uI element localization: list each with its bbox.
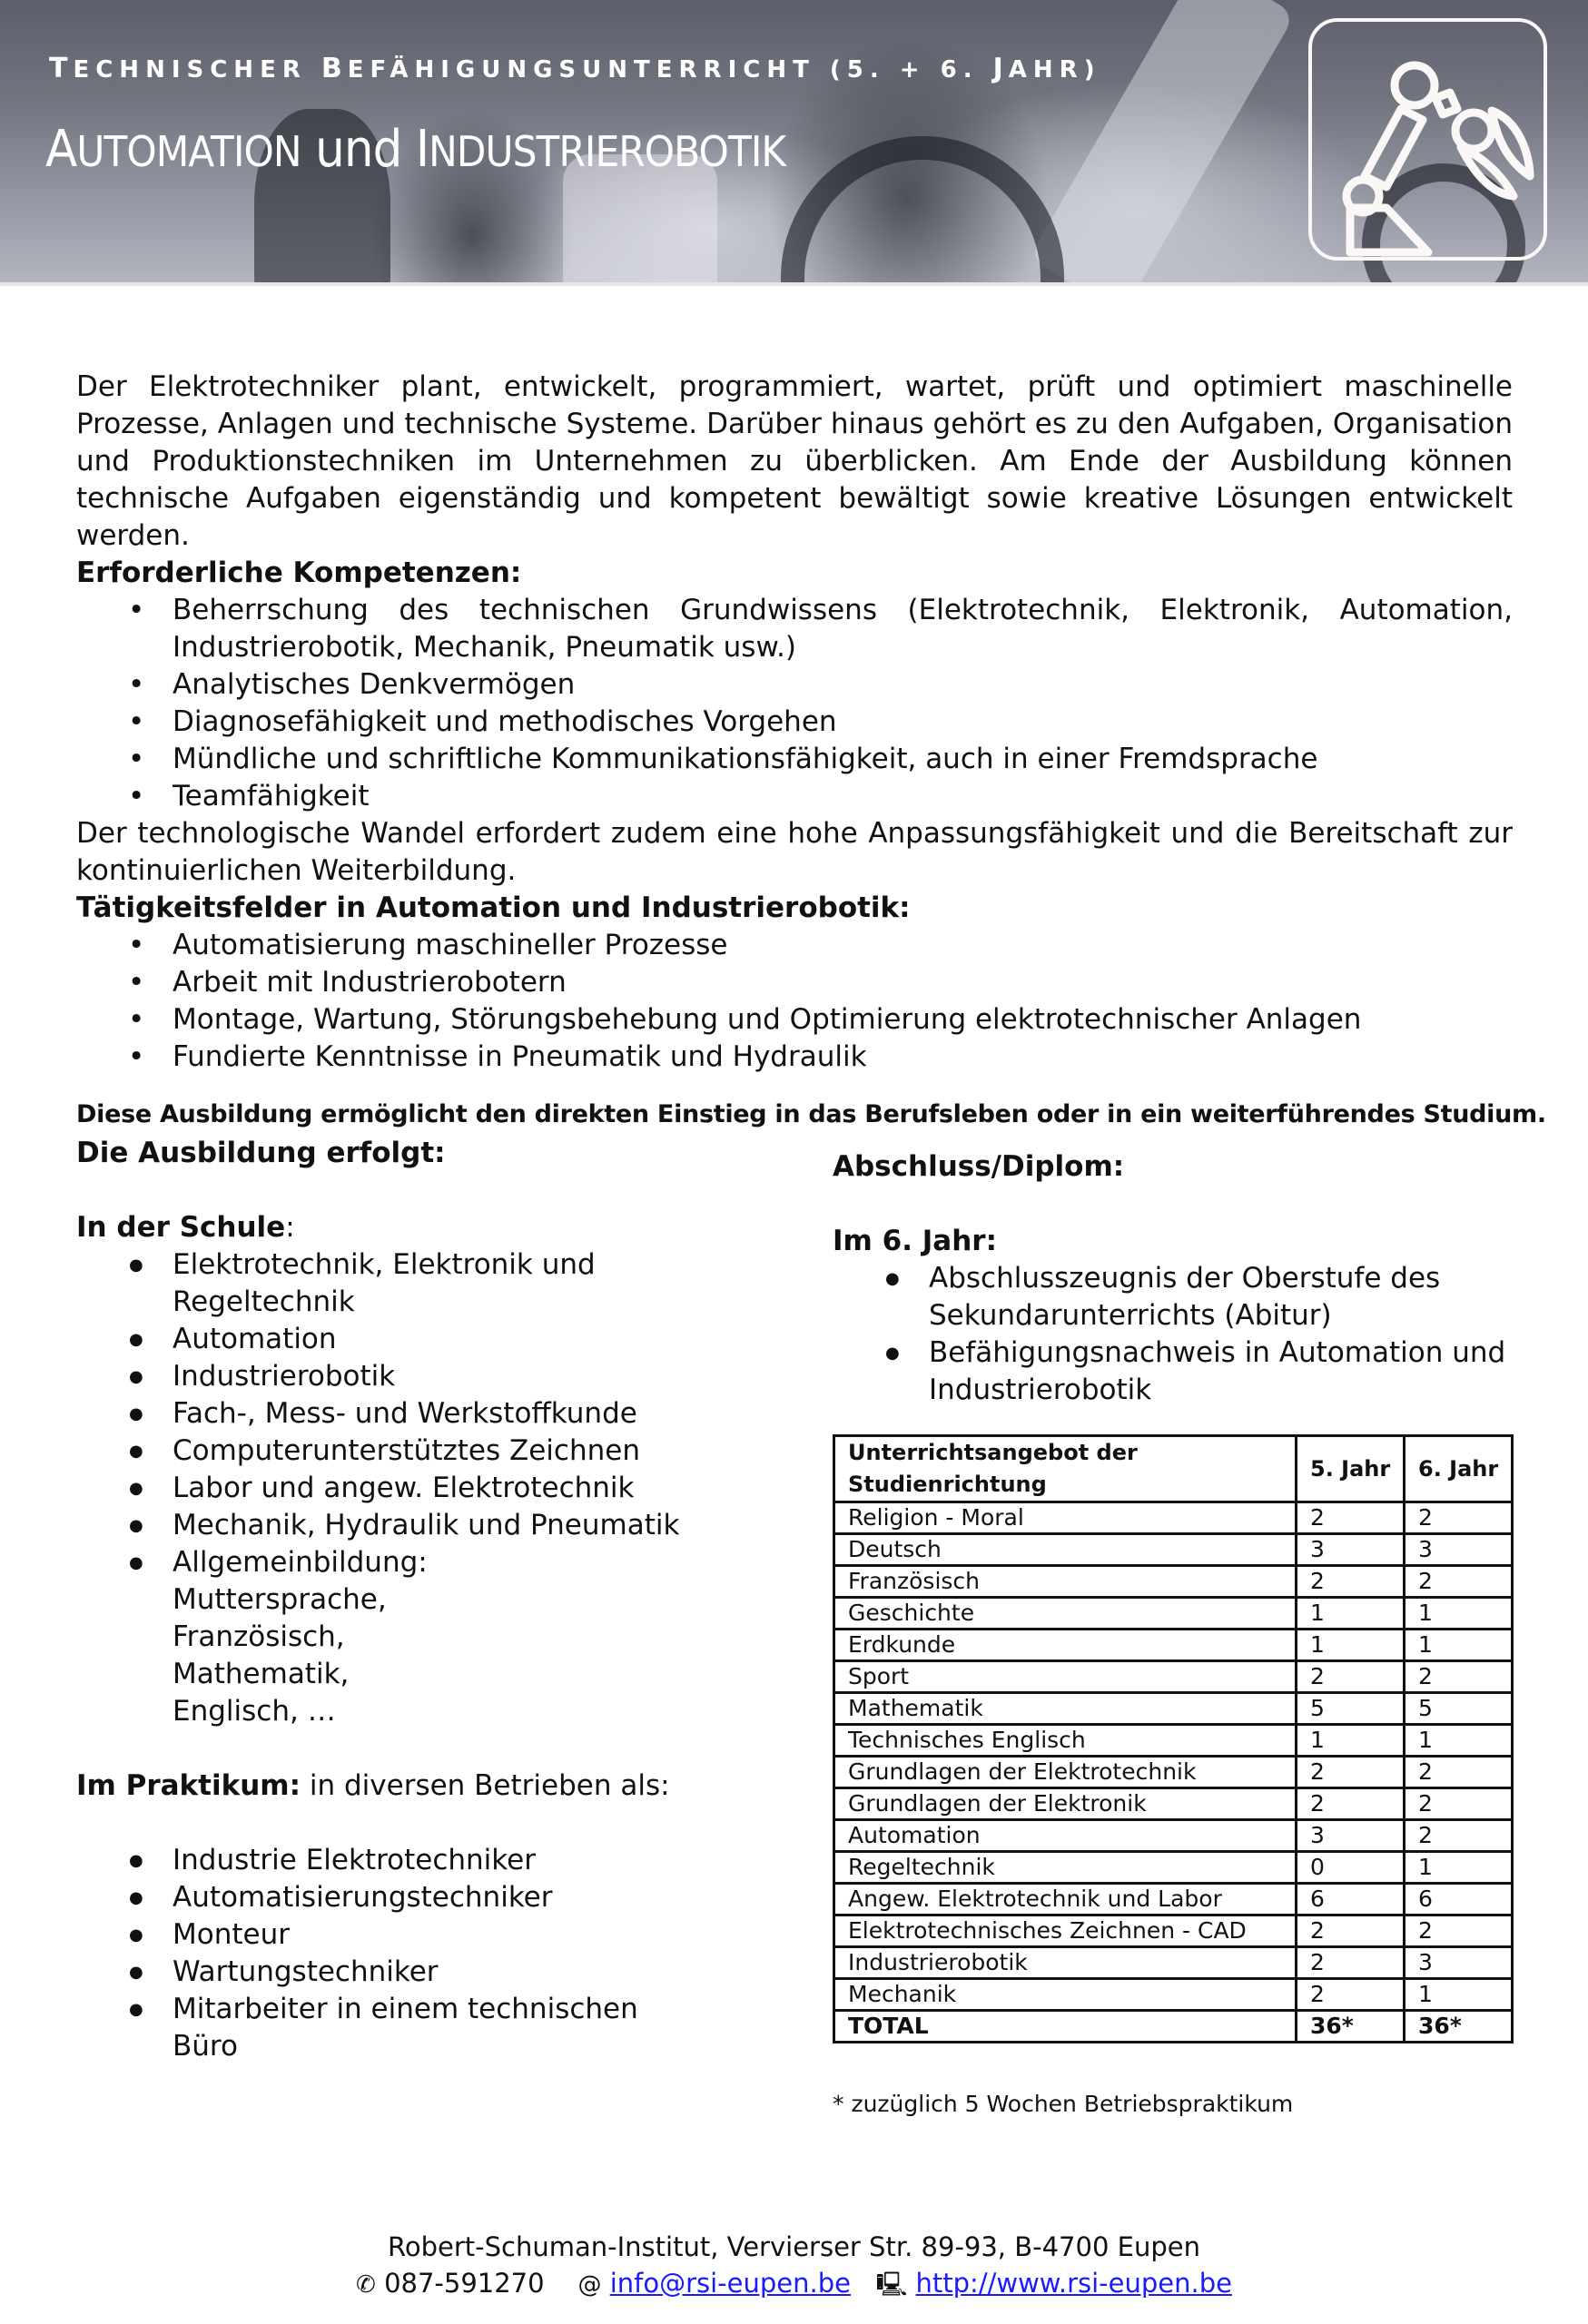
year5-cell: 2 bbox=[1297, 1661, 1405, 1693]
list-item: • Diagnosefähigkeit und methodisches Vorgehen bbox=[76, 704, 1513, 741]
table-row bbox=[834, 1915, 1513, 1947]
list-item: ● Wartungstechniker bbox=[76, 1954, 712, 1991]
column-header-year5: 5. Jahr bbox=[1297, 1436, 1405, 1502]
year6-cell: 2 bbox=[1405, 1661, 1513, 1693]
robot-arm-icon bbox=[1312, 22, 1551, 264]
list-item: ● Allgemeinbildung: bbox=[76, 1544, 712, 1581]
banner-robot-arm-shape bbox=[1029, 0, 1296, 286]
school-subjects-list bbox=[76, 1246, 712, 1581]
year6-cell: 2 bbox=[1405, 1915, 1513, 1947]
list-item: ● Industrie Elektrotechniker bbox=[76, 1842, 712, 1879]
year5-cell: 2 bbox=[1297, 1566, 1405, 1598]
total-label: TOTAL bbox=[834, 2011, 1297, 2043]
diploma-list bbox=[833, 1260, 1523, 1409]
subject-cell: Elektrotechnisches Zeichnen - CAD bbox=[834, 1915, 1297, 1947]
list-item: Französisch, bbox=[173, 1620, 345, 1653]
list-item: ● Mitarbeiter in einem technischen Büro bbox=[76, 1991, 712, 2065]
list-item: ● Mechanik, Hydraulik und Pneumatik bbox=[76, 1507, 712, 1544]
footer-address: Robert-Schuman-Institut, Vervierser Str. 89-93, B-4700 Eupen bbox=[388, 2231, 1200, 2262]
general-education-list bbox=[76, 1581, 712, 1730]
year5-cell: 2 bbox=[1297, 1979, 1405, 2011]
subject-cell: Erdkunde bbox=[834, 1630, 1297, 1661]
year5-cell: 0 bbox=[1297, 1852, 1405, 1884]
internship-roles-list bbox=[76, 1842, 712, 2065]
list-item: • Beherrschung des technischen Grundwissens (Elektrotechnik, Elektronik, Automation, Industrierobotik, Mechanik, Pneumatik usw.) bbox=[76, 592, 1513, 666]
table-row bbox=[834, 1534, 1513, 1566]
column-header-subject: Unterrichtsangebot der Studienrichtung bbox=[834, 1436, 1297, 1502]
year5-cell: 5 bbox=[1297, 1693, 1405, 1725]
year6-cell: 2 bbox=[1405, 1788, 1513, 1820]
year6-cell: 5 bbox=[1405, 1693, 1513, 1725]
year6-cell: 3 bbox=[1405, 1947, 1513, 1979]
year5-cell: 1 bbox=[1297, 1598, 1405, 1630]
school-heading: In der Schule: bbox=[76, 1211, 295, 1244]
robot-arm-logo bbox=[1308, 18, 1547, 261]
table-total-row bbox=[834, 2011, 1513, 2043]
list-item: ● Fach-, Mess- und Werkstoffkunde bbox=[76, 1395, 712, 1433]
year6-cell: 2 bbox=[1405, 1820, 1513, 1852]
year5-cell: 2 bbox=[1297, 1757, 1405, 1788]
phone-icon: ✆ bbox=[356, 2271, 376, 2299]
list-item: ● Befähigungsnachweis in Automation und Industrierobotik bbox=[833, 1334, 1523, 1409]
list-item: • Analytisches Denkvermögen bbox=[76, 666, 1513, 704]
subject-cell: Mechanik bbox=[834, 1979, 1297, 2011]
subject-cell: Automation bbox=[834, 1820, 1297, 1852]
list-item: ● Elektrotechnik, Elektronik und Regeltechnik bbox=[76, 1246, 712, 1321]
subject-cell: Sport bbox=[834, 1661, 1297, 1693]
table-header-row bbox=[834, 1436, 1513, 1502]
table-row bbox=[834, 1979, 1513, 2011]
year6-cell: 1 bbox=[1405, 1598, 1513, 1630]
list-item: ● Computerunterstütztes Zeichnen bbox=[76, 1433, 712, 1470]
year6-cell: 2 bbox=[1405, 1502, 1513, 1534]
subject-cell: Mathematik bbox=[834, 1693, 1297, 1725]
subject-cell: Regeltechnik bbox=[834, 1852, 1297, 1884]
subject-cell: Grundlagen der Elektrotechnik bbox=[834, 1757, 1297, 1788]
table-row bbox=[834, 1884, 1513, 1915]
year5-cell: 6 bbox=[1297, 1884, 1405, 1915]
competences-heading: Erforderliche Kompetenzen: bbox=[76, 556, 522, 589]
subject-cell: Technisches Englisch bbox=[834, 1725, 1297, 1757]
competences-closing: Der technologische Wandel erfordert zudem eine hohe Anpassungsfähigkeit und die Bereitschaft zur kontinuierlichen Weiterbildung. bbox=[76, 817, 1513, 887]
table-row bbox=[834, 1820, 1513, 1852]
year6-cell: 2 bbox=[1405, 1757, 1513, 1788]
year6-cell: 1 bbox=[1405, 1979, 1513, 2011]
curriculum-table bbox=[833, 1434, 1514, 2043]
year6-cell: 1 bbox=[1405, 1630, 1513, 1661]
intro-paragraph: Der Elektrotechniker plant, entwickelt, programmiert, wartet, prüft und optimiert maschinelle Prozesse, Anlagen und technische Systeme. Darüber hinaus gehört es zu den Aufgaben, Organisation und Produktionstechniken im Unternehmen zu überblicken. Am Ende der Ausbildung können technische Aufgaben eigenständig und kompetent bewältigt sowie kreative Lösungen entwickelt werden. bbox=[76, 370, 1513, 552]
list-item: Englisch, … bbox=[173, 1695, 336, 1728]
page-title: AUTOMATION und INDUSTRIEROBOTIK bbox=[45, 120, 786, 179]
competences-list bbox=[76, 592, 1513, 815]
table-row bbox=[834, 1661, 1513, 1693]
training-heading: Die Ausbildung erfolgt: bbox=[76, 1137, 446, 1169]
list-item: ● Automatisierungstechniker bbox=[76, 1879, 712, 1916]
list-item: • Automatisierung maschineller Prozesse bbox=[76, 927, 1513, 964]
table-row bbox=[834, 1630, 1513, 1661]
list-item: ● Labor und angew. Elektrotechnik bbox=[76, 1470, 712, 1507]
diploma-year-heading: Im 6. Jahr: bbox=[833, 1225, 997, 1257]
banner-ring-shape bbox=[781, 136, 1064, 286]
program-kicker: TECHNISCHER BEFÄHIGUNGSUNTERRICHT (5. + 6. JAHR) bbox=[49, 53, 1101, 84]
table-footnote: * zuzüglich 5 Wochen Betriebspraktikum bbox=[833, 2091, 1294, 2117]
list-item: • Arbeit mit Industrierobotern bbox=[76, 964, 1513, 1001]
diploma-heading: Abschluss/Diplom: bbox=[833, 1150, 1125, 1183]
table-row bbox=[834, 1725, 1513, 1757]
year6-cell: 1 bbox=[1405, 1852, 1513, 1884]
table-row bbox=[834, 1757, 1513, 1788]
year6-cell: 6 bbox=[1405, 1884, 1513, 1915]
year5-cell: 3 bbox=[1297, 1820, 1405, 1852]
year5-cell: 2 bbox=[1297, 1788, 1405, 1820]
subject-cell: Grundlagen der Elektronik bbox=[834, 1788, 1297, 1820]
year5-cell: 1 bbox=[1297, 1725, 1405, 1757]
subject-cell: Deutsch bbox=[834, 1534, 1297, 1566]
table-row bbox=[834, 1598, 1513, 1630]
table-row bbox=[834, 1947, 1513, 1979]
list-item: Muttersprache, bbox=[173, 1583, 387, 1616]
year5-cell: 2 bbox=[1297, 1502, 1405, 1534]
subject-cell: Religion - Moral bbox=[834, 1502, 1297, 1534]
table-row bbox=[834, 1693, 1513, 1725]
year5-cell: 3 bbox=[1297, 1534, 1405, 1566]
list-item: ● Monteur bbox=[76, 1916, 712, 1954]
email-icon: @ bbox=[577, 2271, 602, 2299]
phone-number: 087-591270 bbox=[384, 2268, 545, 2299]
year5-cell: 1 bbox=[1297, 1630, 1405, 1661]
list-item: • Mündliche und schriftliche Kommunikationsfähigkeit, auch in einer Fremdsprache bbox=[76, 741, 1513, 778]
computer-icon: 🖳 bbox=[875, 2271, 908, 2299]
table-row bbox=[834, 1852, 1513, 1884]
subject-cell: Französisch bbox=[834, 1566, 1297, 1598]
internship-heading: Im Praktikum: in diversen Betrieben als: bbox=[76, 1769, 670, 1802]
website-link[interactable]: http://www.rsi-eupen.be bbox=[915, 2268, 1232, 2299]
list-item: • Teamfähigkeit bbox=[76, 778, 1513, 815]
list-item: ● Industrierobotik bbox=[76, 1358, 712, 1395]
fields-list bbox=[76, 927, 1513, 1076]
email-link[interactable]: info@rsi-eupen.be bbox=[609, 2268, 851, 2299]
training-column bbox=[76, 1135, 712, 2065]
table-row bbox=[834, 1566, 1513, 1598]
banner-bottom-strip bbox=[0, 282, 1588, 286]
year6-cell: 1 bbox=[1405, 1725, 1513, 1757]
year6-cell: 3 bbox=[1405, 1534, 1513, 1566]
footer-contacts bbox=[0, 2265, 1588, 2303]
list-item: ● Abschlusszeugnis der Oberstufe des Sekundarunterrichts (Abitur) bbox=[833, 1260, 1523, 1334]
list-item: • Fundierte Kenntnisse in Pneumatik und Hydraulik bbox=[76, 1039, 1513, 1076]
total-year6: 36* bbox=[1405, 2011, 1513, 2043]
footer bbox=[0, 2229, 1588, 2303]
list-item: • Montage, Wartung, Störungsbehebung und Optimierung elektrotechnischer Anlagen bbox=[76, 1001, 1513, 1039]
program-description bbox=[76, 369, 1546, 1133]
table-row bbox=[834, 1502, 1513, 1534]
diploma-column bbox=[833, 1148, 1523, 1409]
career-lead: Diese Ausbildung ermöglicht den direkten Einstieg in das Berufsleben oder in ein weiterführendes Studium. bbox=[76, 1100, 1546, 1128]
subject-cell: Angew. Elektrotechnik und Labor bbox=[834, 1884, 1297, 1915]
column-header-year6: 6. Jahr bbox=[1405, 1436, 1513, 1502]
fields-heading: Tätigkeitsfelder in Automation und Industrierobotik: bbox=[76, 891, 911, 924]
total-year5: 36* bbox=[1297, 2011, 1405, 2043]
year5-cell: 2 bbox=[1297, 1915, 1405, 1947]
header-banner bbox=[0, 0, 1588, 286]
year6-cell: 2 bbox=[1405, 1566, 1513, 1598]
subject-cell: Geschichte bbox=[834, 1598, 1297, 1630]
list-item: ● Automation bbox=[76, 1321, 712, 1358]
subject-cell: Industrierobotik bbox=[834, 1947, 1297, 1979]
year5-cell: 2 bbox=[1297, 1947, 1405, 1979]
list-item: Mathematik, bbox=[173, 1658, 350, 1690]
table-row bbox=[834, 1788, 1513, 1820]
